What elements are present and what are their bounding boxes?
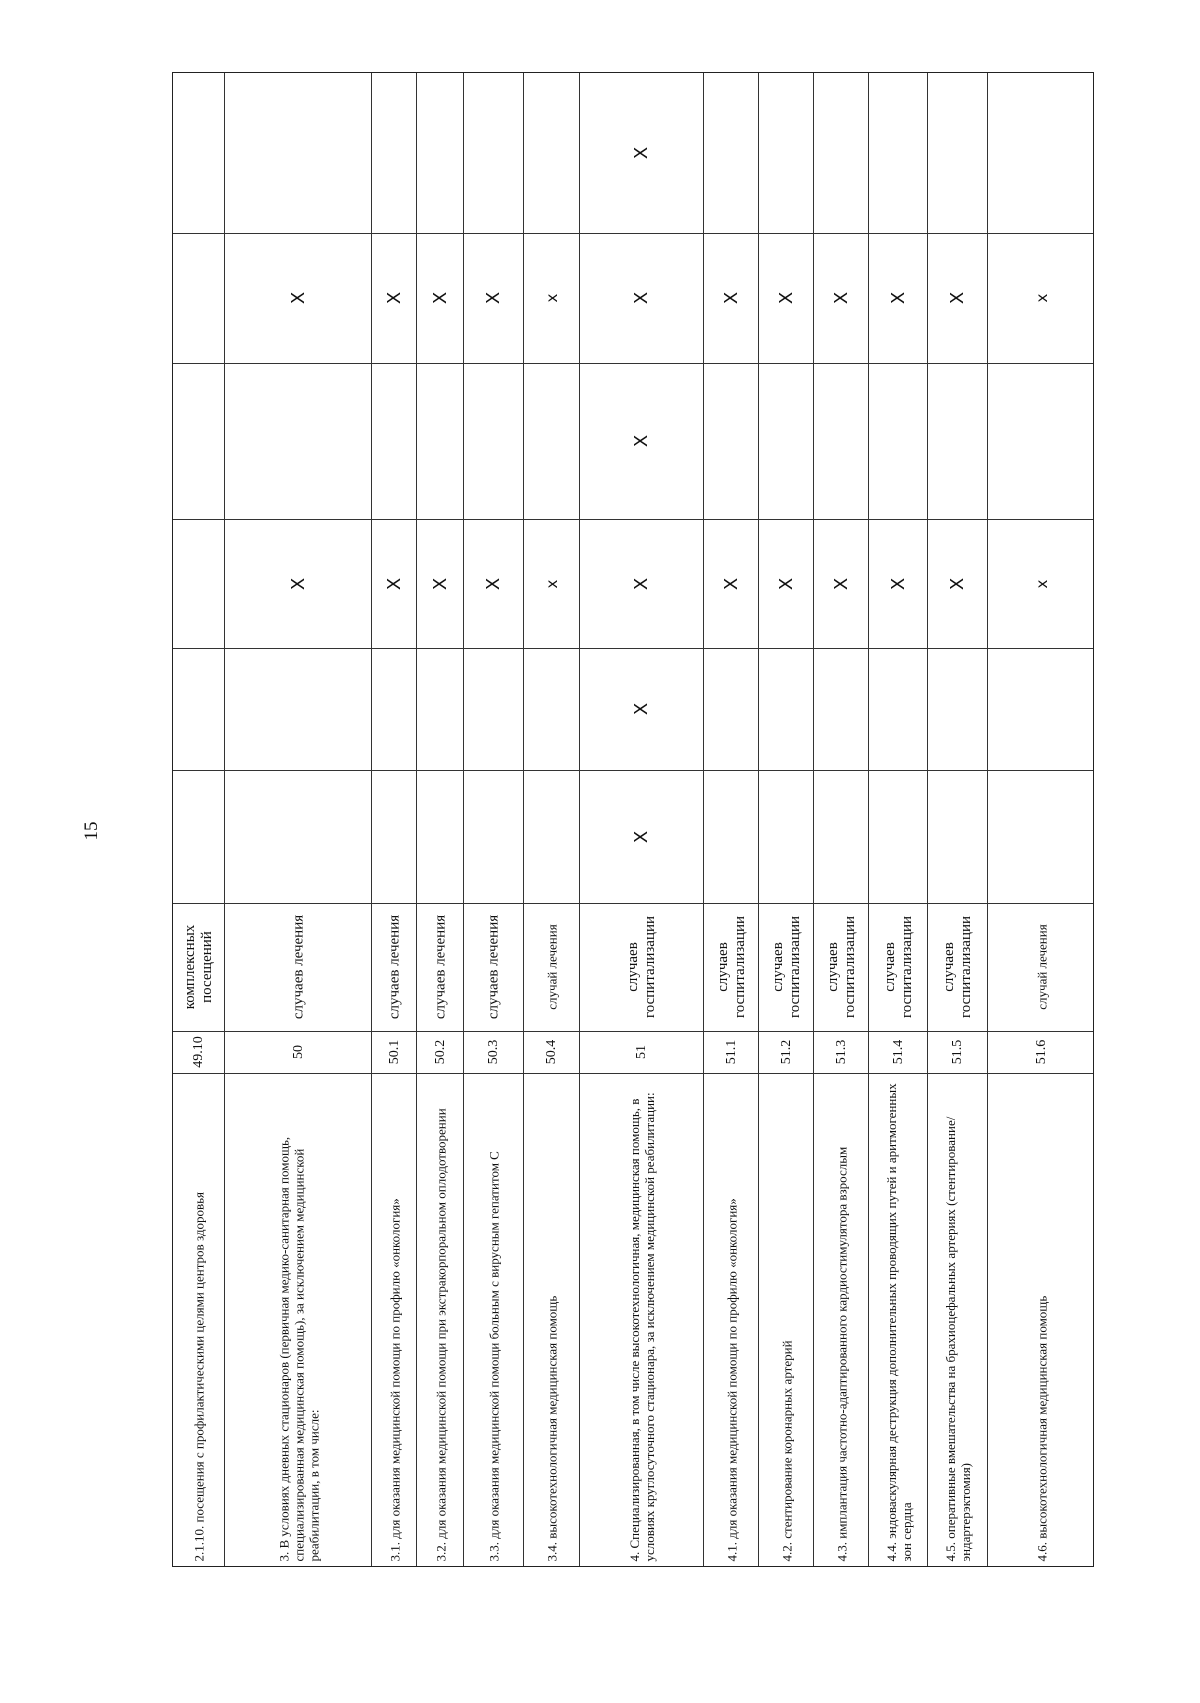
x-mark: Х bbox=[947, 577, 968, 590]
value-cell-5 bbox=[173, 233, 224, 363]
value-cell-5 bbox=[524, 233, 580, 363]
value-cell-3 bbox=[225, 519, 372, 648]
table-row bbox=[416, 73, 464, 1566]
value-cell-4 bbox=[173, 363, 224, 519]
value-cell-6 bbox=[372, 73, 417, 233]
table-row bbox=[371, 73, 417, 1566]
value-cell-2 bbox=[814, 648, 869, 770]
row-name: 3.3. для оказания медицинской помощи больным с вирусным гепатитом С bbox=[486, 1150, 502, 1561]
code-cell bbox=[225, 1031, 372, 1073]
name-cell bbox=[524, 1073, 580, 1568]
value-cell-4 bbox=[869, 363, 928, 519]
value-cell-5 bbox=[372, 233, 417, 363]
code-cell bbox=[869, 1031, 928, 1073]
value-cell-1 bbox=[524, 770, 580, 903]
value-cell-6 bbox=[580, 73, 704, 233]
row-name: 2.1.10. посещения с профилактическими целями центров здоровья bbox=[191, 1191, 206, 1561]
value-cell-2 bbox=[928, 648, 988, 770]
code-cell bbox=[580, 1031, 704, 1073]
unit-cell bbox=[704, 903, 759, 1031]
value-cell-4 bbox=[580, 363, 704, 519]
unit-cell bbox=[869, 903, 928, 1031]
value-cell-1 bbox=[417, 770, 464, 903]
value-cell-5 bbox=[704, 233, 759, 363]
unit-text: случаев госпитализации bbox=[714, 915, 748, 1019]
unit-cell bbox=[814, 903, 869, 1031]
row-name: 4.6. высокотехнологичная медицинская помощь bbox=[1034, 1295, 1050, 1561]
row-code: 51.3 bbox=[833, 1039, 849, 1065]
value-cell-1 bbox=[928, 770, 988, 903]
x-mark: Х bbox=[947, 291, 968, 305]
data-table bbox=[172, 72, 1094, 1567]
row-code: 50 bbox=[290, 1045, 306, 1059]
value-cell-1 bbox=[988, 770, 1096, 903]
unit-cell bbox=[225, 903, 372, 1031]
name-cell bbox=[928, 1073, 988, 1568]
unit-cell bbox=[988, 903, 1096, 1031]
value-cell-3 bbox=[372, 519, 417, 648]
x-mark: Х bbox=[287, 291, 309, 305]
row-name: 3.4. высокотехнологичная медицинская помощь bbox=[544, 1295, 560, 1561]
value-cell-6 bbox=[869, 73, 928, 233]
table-row bbox=[703, 73, 759, 1566]
value-cell-2 bbox=[173, 648, 224, 770]
value-cell-5 bbox=[814, 233, 869, 363]
name-cell bbox=[372, 1073, 417, 1568]
row-code: 51.1 bbox=[723, 1039, 739, 1065]
row-name: 3. В условиях дневных стационаров (первичная медико-санитарная помощь, специализированная медицинская помощь), за исключением медицинской реабилитации, в том числе: bbox=[276, 1136, 321, 1561]
value-cell-2 bbox=[225, 648, 372, 770]
table-row bbox=[927, 73, 988, 1566]
table-row bbox=[813, 73, 869, 1566]
value-cell-6 bbox=[173, 73, 224, 233]
row-code: 51.6 bbox=[1034, 1039, 1049, 1065]
value-cell-5 bbox=[580, 233, 704, 363]
value-cell-5 bbox=[417, 233, 464, 363]
value-cell-3 bbox=[464, 519, 524, 648]
x-mark: Х bbox=[720, 291, 742, 305]
value-cell-1 bbox=[759, 770, 814, 903]
name-cell bbox=[704, 1073, 759, 1568]
table-row bbox=[224, 73, 372, 1566]
row-code: 50.1 bbox=[386, 1039, 402, 1065]
value-cell-6 bbox=[524, 73, 580, 233]
page-number: 15 bbox=[81, 821, 102, 841]
row-code: 51.5 bbox=[950, 1039, 965, 1065]
name-cell bbox=[173, 1073, 224, 1568]
row-name: 4.1. для оказания медицинской помощи по профилю «онкология» bbox=[724, 1197, 739, 1561]
row-code: 50.2 bbox=[432, 1039, 448, 1065]
unit-text: случаев лечения bbox=[432, 914, 448, 1020]
code-cell bbox=[814, 1031, 869, 1073]
name-cell bbox=[869, 1073, 928, 1568]
row-name: 4.3. имплантация частотно-адаптированного кардиостимулятора взрослым bbox=[834, 1146, 849, 1561]
value-cell-4 bbox=[814, 363, 869, 519]
code-cell bbox=[524, 1031, 580, 1073]
value-cell-4 bbox=[464, 363, 524, 519]
value-cell-3 bbox=[173, 519, 224, 648]
x-mark: Х bbox=[830, 291, 852, 305]
value-cell-2 bbox=[417, 648, 464, 770]
value-cell-1 bbox=[580, 770, 704, 903]
row-name: 3.1. для оказания медицинской помощи по профилю «онкология» bbox=[387, 1197, 402, 1561]
unit-cell bbox=[524, 903, 580, 1031]
x-mark: Х bbox=[631, 830, 652, 843]
value-cell-1 bbox=[869, 770, 928, 903]
unit-text: случаев госпитализации bbox=[881, 915, 915, 1019]
row-name: 4.5. оперативные вмешательства на брахиоцефальных артериях (стентирование/эндартерэктомия) bbox=[943, 1116, 973, 1561]
code-cell bbox=[372, 1031, 417, 1073]
value-cell-6 bbox=[988, 73, 1096, 233]
value-cell-1 bbox=[225, 770, 372, 903]
value-cell-2 bbox=[524, 648, 580, 770]
value-cell-3 bbox=[759, 519, 814, 648]
table-row bbox=[173, 73, 224, 1566]
table-row bbox=[987, 73, 1096, 1566]
value-cell-2 bbox=[988, 648, 1096, 770]
unit-text: случаев лечения bbox=[290, 914, 306, 1020]
value-cell-3 bbox=[580, 519, 704, 648]
value-cell-5 bbox=[928, 233, 988, 363]
value-cell-2 bbox=[464, 648, 524, 770]
value-cell-5 bbox=[869, 233, 928, 363]
name-cell bbox=[759, 1073, 814, 1568]
value-cell-6 bbox=[704, 73, 759, 233]
x-mark: Х bbox=[483, 291, 504, 305]
unit-text: случаев госпитализации bbox=[769, 915, 803, 1019]
value-cell-6 bbox=[225, 73, 372, 233]
value-cell-1 bbox=[704, 770, 759, 903]
name-cell bbox=[225, 1073, 372, 1568]
x-mark: Х bbox=[631, 577, 652, 590]
value-cell-5 bbox=[988, 233, 1096, 363]
table-row bbox=[579, 73, 704, 1566]
value-cell-4 bbox=[704, 363, 759, 519]
value-cell-2 bbox=[704, 648, 759, 770]
row-code: 51.2 bbox=[778, 1039, 794, 1065]
x-mark: Х bbox=[287, 577, 309, 590]
value-cell-1 bbox=[464, 770, 524, 903]
row-name: 4. Специализированная, в том числе высокотехнологичная, медицинская помощь, в условиях круглосуточного стационара, за исключением медицинской реабилитации: bbox=[627, 1091, 657, 1561]
x-mark: Х bbox=[887, 291, 909, 305]
unit-text: случаев госпитализации bbox=[824, 915, 858, 1019]
value-cell-4 bbox=[988, 363, 1096, 519]
unit-text: случаев лечения bbox=[485, 914, 502, 1020]
value-cell-2 bbox=[580, 648, 704, 770]
unit-text: комплексных посещений bbox=[181, 924, 215, 1010]
row-name: 3.2. для оказания медицинской помощи при экстракорпоральном оплодотворении bbox=[433, 1107, 448, 1561]
name-cell bbox=[988, 1073, 1096, 1568]
x-mark: Х bbox=[631, 702, 652, 716]
code-cell bbox=[988, 1031, 1096, 1073]
row-name: 4.4. эндоваскулярная деструкция дополнительных проводящих путей и аритмогенных зон сердца bbox=[883, 1082, 914, 1561]
code-cell bbox=[704, 1031, 759, 1073]
value-cell-1 bbox=[173, 770, 224, 903]
value-cell-3 bbox=[417, 519, 464, 648]
x-mark: Х bbox=[429, 577, 451, 590]
table-row bbox=[868, 73, 928, 1566]
table-row bbox=[523, 73, 580, 1566]
x-mark: Х bbox=[830, 577, 852, 590]
value-cell-4 bbox=[524, 363, 580, 519]
table-row bbox=[758, 73, 814, 1566]
x-mark: Х bbox=[383, 291, 405, 305]
x-mark: Х bbox=[631, 146, 652, 160]
x-mark: Х bbox=[720, 577, 742, 590]
name-cell bbox=[464, 1073, 524, 1568]
value-cell-2 bbox=[759, 648, 814, 770]
x-mark: Х bbox=[631, 434, 652, 448]
name-cell bbox=[580, 1073, 704, 1568]
value-cell-1 bbox=[814, 770, 869, 903]
value-cell-3 bbox=[928, 519, 988, 648]
value-cell-5 bbox=[759, 233, 814, 363]
unit-cell bbox=[580, 903, 704, 1031]
value-cell-6 bbox=[417, 73, 464, 233]
value-cell-4 bbox=[417, 363, 464, 519]
x-mark: Х bbox=[383, 577, 405, 590]
row-code: 49.10 bbox=[190, 1036, 206, 1068]
value-cell-6 bbox=[928, 73, 988, 233]
code-cell bbox=[417, 1031, 464, 1073]
value-cell-4 bbox=[372, 363, 417, 519]
value-cell-3 bbox=[869, 519, 928, 648]
unit-text: случаев лечения bbox=[386, 914, 402, 1020]
row-code: 51.4 bbox=[890, 1039, 906, 1065]
value-cell-4 bbox=[759, 363, 814, 519]
value-cell-4 bbox=[225, 363, 372, 519]
unit-cell bbox=[928, 903, 988, 1031]
unit-cell bbox=[759, 903, 814, 1031]
unit-text: случаев госпитализации bbox=[941, 915, 974, 1019]
unit-text: случай лечения bbox=[1034, 924, 1050, 1010]
unit-text: случай лечения bbox=[544, 924, 560, 1010]
unit-cell bbox=[372, 903, 417, 1031]
x-mark: х bbox=[1033, 293, 1051, 303]
x-mark: Х bbox=[429, 291, 451, 305]
x-mark: Х bbox=[631, 291, 652, 305]
unit-cell bbox=[464, 903, 524, 1031]
value-cell-3 bbox=[814, 519, 869, 648]
value-cell-6 bbox=[464, 73, 524, 233]
row-code: 50.4 bbox=[544, 1039, 559, 1065]
value-cell-4 bbox=[928, 363, 988, 519]
value-cell-6 bbox=[759, 73, 814, 233]
value-cell-3 bbox=[704, 519, 759, 648]
code-cell bbox=[173, 1031, 224, 1073]
unit-cell bbox=[417, 903, 464, 1031]
name-cell bbox=[417, 1073, 464, 1568]
code-cell bbox=[928, 1031, 988, 1073]
value-cell-5 bbox=[464, 233, 524, 363]
x-mark: Х bbox=[775, 291, 797, 305]
code-cell bbox=[464, 1031, 524, 1073]
x-mark: х bbox=[543, 293, 561, 303]
value-cell-3 bbox=[988, 519, 1096, 648]
value-cell-1 bbox=[372, 770, 417, 903]
x-mark: Х bbox=[483, 577, 504, 590]
value-cell-5 bbox=[225, 233, 372, 363]
value-cell-2 bbox=[869, 648, 928, 770]
table-row bbox=[463, 73, 524, 1566]
row-name: 4.2. стентирование коронарных артерий bbox=[779, 1339, 794, 1561]
row-code: 50.3 bbox=[486, 1039, 501, 1065]
x-mark: х bbox=[543, 579, 561, 588]
unit-text: случаев госпитализации bbox=[625, 915, 658, 1019]
x-mark: х bbox=[1033, 579, 1051, 588]
unit-cell bbox=[173, 903, 224, 1031]
x-mark: Х bbox=[887, 577, 909, 590]
name-cell bbox=[814, 1073, 869, 1568]
row-code: 51 bbox=[634, 1045, 649, 1059]
value-cell-6 bbox=[814, 73, 869, 233]
code-cell bbox=[759, 1031, 814, 1073]
value-cell-3 bbox=[524, 519, 580, 648]
value-cell-2 bbox=[372, 648, 417, 770]
x-mark: Х bbox=[775, 577, 797, 590]
